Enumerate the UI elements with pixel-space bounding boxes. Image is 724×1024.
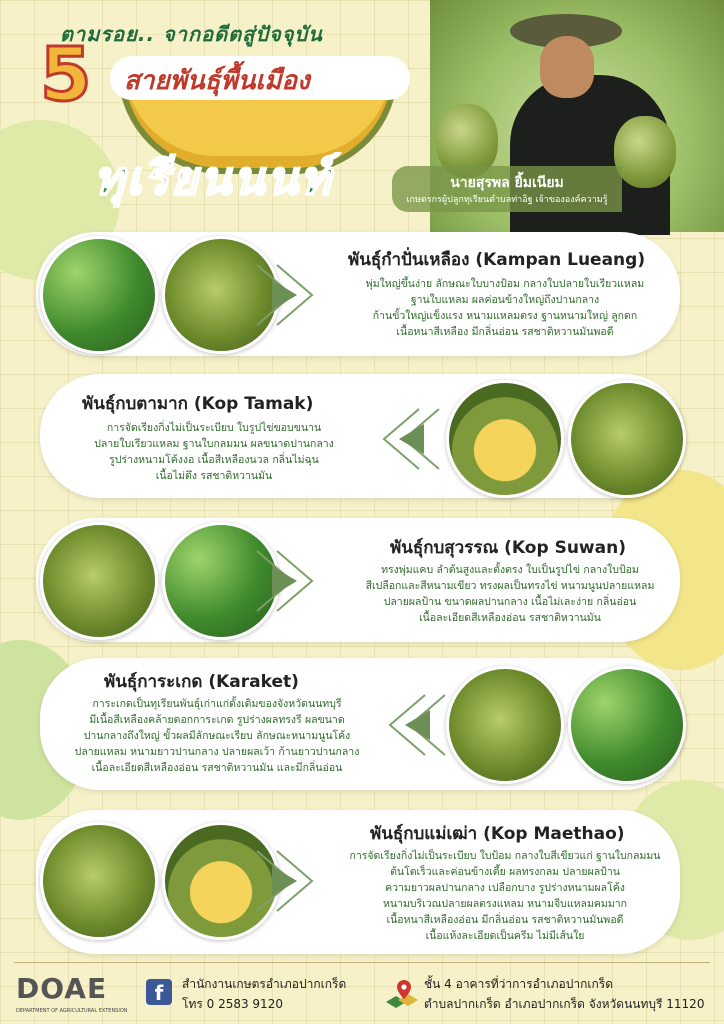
address-line-1: ชั้น 4 อาคารที่ว่าการอำเภอปากเกร็ด	[424, 977, 613, 991]
doae-logo-caption: DEPARTMENT OF AGRICULTURAL EXTENSION	[16, 1008, 128, 1014]
variety-title: พันธุ์กบตามาก (Kop Tamak)	[82, 394, 314, 414]
office-name: สำนักงานเกษตรอำเภอปากเกร็ด	[182, 977, 347, 991]
facebook-icon[interactable]: f	[146, 979, 172, 1005]
variety-desc-line: เนื้อหนาสีเหลือง มีกลิ่นอ่อน รสชาติหวานมันพอดี	[396, 326, 614, 338]
variety-desc-line: ความยาวผลปานกลาง เปลือกบาง รูปร่างหนามผลโค้ง	[385, 882, 625, 894]
address-line-2: ตำบลปากเกร็ด อำเภอปากเกร็ด จังหวัดนนทบุรี 11120	[424, 997, 705, 1011]
farmer-name: นายสุรพล ยิ้มเนียม	[450, 175, 564, 191]
variety-desc-line: เนื้อไม่ตึง รสชาติหวานมัน	[155, 470, 273, 482]
variety-desc-line: ต้นโตเร็วและค่อนข้างเตี้ย ผลทรงกลม ปลายผลป้าน	[390, 866, 620, 878]
variety-desc-line: หนามบริเวณปลายผลตรงแหลม หนามจีบแหลมคมมาก	[382, 898, 628, 910]
variety-desc-line: การจัดเรียงกิ่งไม่เป็นระเบียบ ใบรูปไข่ขอบขนาน	[106, 422, 322, 434]
header-number: 5	[40, 32, 92, 118]
variety-desc-line: สีเปลือกและสีหนามเขียว ทรงผลเป็นทรงไข่ หนามนูนปลายแหลม	[365, 580, 655, 592]
variety-desc-line: ปลายใบเรียวแหลม ฐานใบกลมมน ผลขนาดปานกลาง	[94, 438, 334, 450]
fruit-photo	[446, 666, 564, 784]
fruit-photo	[40, 822, 158, 940]
fruit-photo	[40, 522, 158, 640]
leaf-photo	[568, 666, 686, 784]
variety-desc-line: เนื้อแห้งละเอียดเป็นครีม ไม่มีเส้นใย	[425, 930, 585, 942]
durian-fruit-right	[614, 116, 676, 188]
variety-desc-line: ก้านขั้วใหญ่แข็งแรง หนามแหลมตรง ฐานหนามใหญ่ ลูกดก	[372, 310, 638, 322]
variety-desc-line: รูปร่างหนามโค้งงอ เนื้อสีเหลืองนวล กลิ่นไม่ฉุน	[109, 454, 319, 466]
fruit-photo	[568, 380, 686, 498]
leaf-photo	[40, 236, 158, 354]
header-title: สายพันธุ์พื้นเมือง	[124, 66, 310, 96]
farmer-role: เกษตรกรผู้ปลูกทุเรียนตำบลท่าอิฐ เจ้าขององค์ความรู้	[406, 195, 608, 205]
variety-desc-line: เนื้อละเอียดสีเหลืองอ่อน รสชาติหวานมัน	[419, 612, 601, 624]
chevron-left-icon	[370, 690, 450, 760]
variety-desc-line: เนื้อละเอียดสีเหลืองอ่อน รสชาติหวานมัน และมีกลิ่นอ่อน	[91, 762, 343, 774]
location-pin-icon	[384, 976, 420, 1010]
variety-title: พันธุ์การะเกด (Karaket)	[104, 672, 299, 692]
variety-desc-line: การจัดเรียงกิ่งไม่เป็นระเบียบ ใบป้อม กลางใบสีเขียวแก่ ฐานใบกลมมน	[349, 850, 661, 862]
office-contact	[182, 974, 346, 1014]
farmer-face	[540, 36, 594, 98]
fruit-flesh-photo	[446, 380, 564, 498]
variety-desc-line: มีเนื้อสีเหลืองคล้ายดอกการะเกด รูปร่างผลทรงรี ผลขนาด	[89, 714, 345, 726]
variety-desc-line: ฐานใบแหลม ผลค่อนข้างใหญ่ถึงปานกลาง	[410, 294, 600, 306]
main-title: ทุเรียนนนท์	[94, 151, 333, 205]
chevron-right-icon	[252, 846, 332, 916]
doae-logo: DOAE	[16, 972, 108, 1005]
variety-desc-line: พุ่มใหญ่ขึ้นง่าย ลักษณะใบบางป้อม กลางใบปลายใบเรียวแหลม	[365, 278, 645, 290]
variety-desc-line: ปลายแหลม หนามยาวปานกลาง ปลายผลเว้า ก้านยาวปานกลาง	[74, 746, 360, 758]
variety-desc-line: ทรงพุ่มแคบ ลำต้นสูงและตั้งตรง ใบเป็นรูปไข่ กลางใบป้อม	[381, 564, 639, 576]
office-phone: โทร 0 2583 9120	[182, 997, 283, 1011]
chevron-right-icon	[252, 546, 332, 616]
farmer-caption	[392, 166, 622, 212]
variety-title: พันธุ์กบแม่เฒ่า (Kop Maethao)	[370, 824, 625, 844]
variety-title: พันธุ์กำปั่นเหลือง (Kampan Lueang)	[348, 250, 646, 270]
office-address	[424, 974, 704, 1014]
header-subtitle: ตามรอย.. จากอดีตสู่ปัจจุบัน	[60, 22, 323, 46]
variety-desc-line: ปานกลางถึงใหญ่ ขั้วผลมีลักษณะเรียบ ลักษณะหนามนูนโค้ง	[83, 730, 351, 742]
variety-desc-line: เนื้อหนาสีเหลืองอ่อน มีกลิ่นอ่อน รสชาติหวานมันพอดี	[386, 914, 624, 926]
chevron-right-icon	[252, 260, 332, 330]
chevron-left-icon	[364, 404, 444, 474]
variety-desc-line: ปลายผลป้าน ขนาดผลปานกลาง เนื้อไม่เละง่าย กลิ่นอ่อน	[383, 596, 637, 608]
variety-title: พันธุ์กบสุวรรณ (Kop Suwan)	[390, 538, 626, 558]
variety-desc-line: การะเกดเป็นทุเรียนพันธุ์เก่าแก่ดั้งเดิมของจังหวัดนนทบุรี	[92, 698, 342, 710]
footer-divider	[14, 962, 710, 963]
